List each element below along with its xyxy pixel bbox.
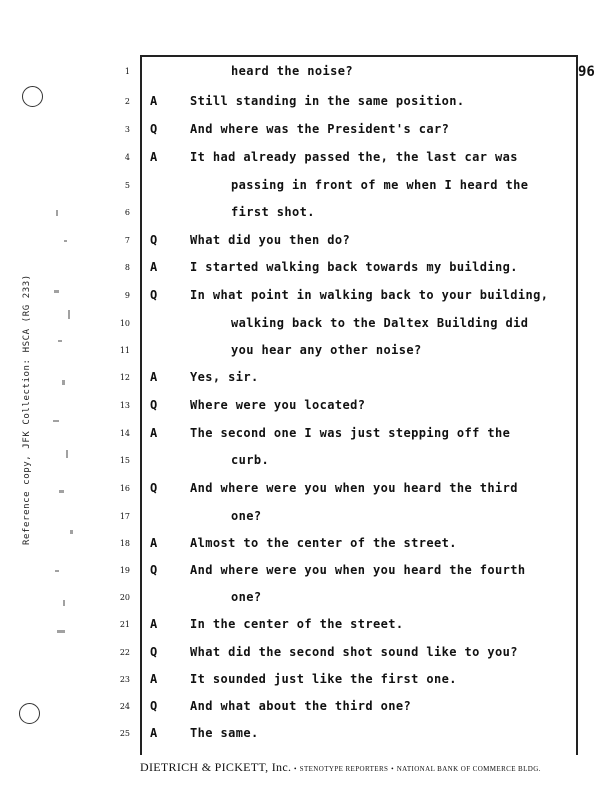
line-number: 6: [124, 208, 130, 217]
line-number: 1: [124, 67, 130, 76]
transcript-line: [0, 233, 612, 253]
transcript-line: [0, 617, 612, 637]
line-text: passing in front of me when I heard the: [231, 178, 529, 192]
speaker-label: A: [150, 370, 158, 384]
line-number: 7: [124, 236, 130, 245]
line-text: heard the noise?: [231, 64, 353, 78]
transcript-line: [0, 370, 612, 390]
reporter-footer: [140, 760, 580, 775]
line-text: you hear any other noise?: [231, 343, 422, 357]
line-number: 25: [119, 729, 130, 738]
transcript-line: [0, 260, 612, 280]
line-number: 22: [119, 648, 130, 657]
transcript-line: [0, 590, 612, 610]
footer-location: NATIONAL BANK OF COMMERCE BLDG.: [396, 765, 541, 773]
speaker-label: Q: [150, 398, 158, 412]
transcript-line: [0, 398, 612, 418]
line-text: one?: [231, 590, 262, 604]
transcript-line: [0, 94, 612, 114]
line-text: And where was the President's car?: [190, 122, 450, 136]
transcript-line: [0, 726, 612, 746]
line-text: Almost to the center of the street.: [190, 536, 457, 550]
footer-firm-name: DIETRICH & PICKETT, Inc.: [140, 760, 292, 774]
line-text: What did you then do?: [190, 233, 351, 247]
line-text: first shot.: [231, 205, 315, 219]
speaker-label: Q: [150, 233, 158, 247]
line-text: In what point in walking back to your building,: [190, 288, 549, 302]
line-number: 13: [119, 401, 130, 410]
footer-separator-2: •: [391, 765, 394, 773]
speaker-label: A: [150, 94, 158, 108]
line-text: I started walking back towards my building.: [190, 260, 518, 274]
transcript-line: [0, 178, 612, 198]
line-number: 19: [119, 566, 130, 575]
speaker-label: A: [150, 617, 158, 631]
line-number: 18: [119, 539, 130, 548]
transcript-line: [0, 645, 612, 665]
line-text: And what about the third one?: [190, 699, 412, 713]
speaker-label: Q: [150, 122, 158, 136]
line-text: In the center of the street.: [190, 617, 404, 631]
speaker-label: Q: [150, 699, 158, 713]
transcript-line: [0, 426, 612, 446]
line-text: And where were you when you heard the fourth: [190, 563, 526, 577]
speaker-label: Q: [150, 481, 158, 495]
speaker-label: Q: [150, 563, 158, 577]
transcript-line: [0, 205, 612, 225]
transcript-line: [0, 343, 612, 363]
footer-separator-1: •: [294, 765, 297, 773]
line-text: walking back to the Daltex Building did: [231, 316, 529, 330]
speaker-label: A: [150, 260, 158, 274]
line-text: Still standing in the same position.: [190, 94, 465, 108]
line-number: 17: [119, 512, 130, 521]
side-reference-text: Reference copy, JFK Collection: HSCA (RG 233): [22, 274, 32, 545]
line-number: 16: [119, 484, 130, 493]
line-text: curb.: [231, 453, 270, 467]
line-number: 8: [124, 263, 130, 272]
transcript-line: [0, 150, 612, 170]
line-number: 20: [119, 593, 130, 602]
line-text: And where were you when you heard the third: [190, 481, 518, 495]
line-number: 9: [124, 291, 130, 300]
speaker-label: A: [150, 672, 158, 686]
line-number: 5: [124, 181, 130, 190]
line-number: 10: [119, 319, 130, 328]
speaker-label: Q: [150, 288, 158, 302]
line-number: 24: [119, 702, 130, 711]
line-number: 21: [119, 620, 130, 629]
speaker-label: A: [150, 150, 158, 164]
line-number: 2: [124, 97, 130, 106]
transcript-line: [0, 699, 612, 719]
line-text: It sounded just like the first one.: [190, 672, 457, 686]
line-text: Where were you located?: [190, 398, 366, 412]
transcript-line: [0, 509, 612, 529]
transcript-line: [0, 316, 612, 336]
line-number: 23: [119, 675, 130, 684]
transcript-line: [0, 64, 612, 84]
line-number: 12: [119, 373, 130, 382]
transcript-line: [0, 672, 612, 692]
transcript-line: [0, 481, 612, 501]
page-number: 96: [578, 64, 595, 80]
transcript-line: [0, 122, 612, 142]
transcript-line: [0, 563, 612, 583]
line-text: The same.: [190, 726, 259, 740]
line-text: Yes, sir.: [190, 370, 259, 384]
line-number: 14: [119, 429, 130, 438]
line-number: 3: [124, 125, 130, 134]
footer-service: STENOTYPE REPORTERS: [299, 765, 389, 773]
line-text: The second one I was just stepping off the: [190, 426, 511, 440]
line-text: What did the second shot sound like to you?: [190, 645, 518, 659]
speaker-label: A: [150, 536, 158, 550]
line-text: It had already passed the, the last car was: [190, 150, 518, 164]
line-number: 4: [124, 153, 130, 162]
transcript-line: [0, 453, 612, 473]
line-number: 15: [119, 456, 130, 465]
transcript-line: [0, 288, 612, 308]
speaker-label: Q: [150, 645, 158, 659]
transcript-line: [0, 536, 612, 556]
line-text: one?: [231, 509, 262, 523]
line-number: 11: [119, 346, 130, 355]
speaker-label: A: [150, 726, 158, 740]
speaker-label: A: [150, 426, 158, 440]
